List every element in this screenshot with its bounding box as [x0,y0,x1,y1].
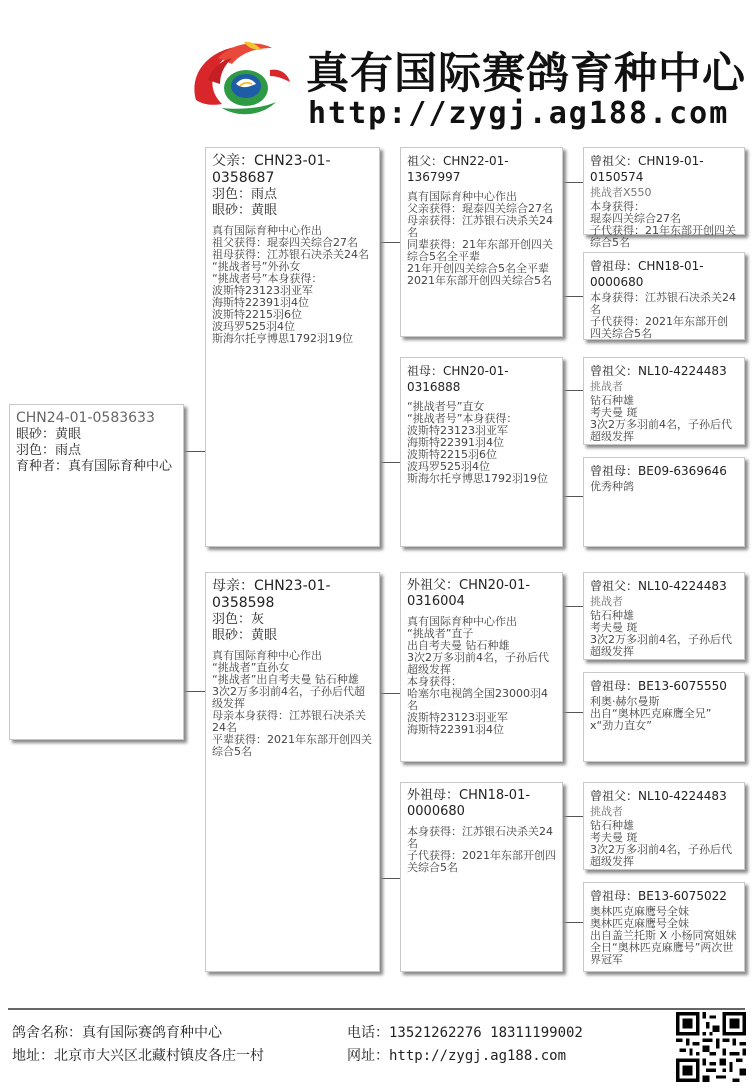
gg-notes: 钻石种雄 考夫曼 斑 3次2万多羽前4名，子孙后代超级发挥 [590,609,732,658]
father-card [205,147,380,547]
gg-notes: 钻石种雄 考夫曼 斑 3次2万多羽前4名，子孙后代超级发挥 [590,819,732,868]
gg-notes: 奥林匹克麻鹰号全妹 奥林匹克麻鹰号全妹 出自盖兰托斯 X 小杨同窝姐妹 全日“奥林匹克麻鹰号”两次世界冠军 [590,905,737,966]
gg-title: 曾祖母：BE09-6369646 [590,464,727,478]
gg-gray: 挑战者 [590,805,623,818]
gg-card-8 [583,882,745,972]
connector [563,296,583,297]
subject-ring: CHN24-01-0583633 [16,410,155,426]
gg-card-6 [583,672,745,762]
gg-gray: 挑战者X550 [590,186,652,199]
brand-logo-icon [188,40,298,118]
footer-phone: 电话：13521262276 18311199002 [347,1025,583,1041]
gg-card-3 [583,357,745,445]
connector [380,693,400,694]
footer-divider [8,1008,745,1010]
connector [380,878,400,879]
gg-title: 曾祖父：NL10-4224483 [590,789,727,803]
mother-title: 母亲：CHN23-01-0358598 [212,578,331,611]
subject-color: 羽色：雨点 [16,443,82,458]
gg-card-4 [583,457,745,547]
connector [380,462,400,463]
gg-card-7 [583,782,745,870]
brand-url: http://zygj.ag188.com [308,96,730,131]
gg-title: 曾祖父：NL10-4224483 [590,579,727,593]
gg-card-5 [583,572,745,660]
pat-grandmother-card [400,357,563,547]
footer-site: 网址：http://zygj.ag188.com [347,1048,567,1064]
subject-eye: 眼砂：黄眼 [16,427,82,442]
mat-grandfather-title: 外祖父：CHN20-01-0316004 [407,578,531,609]
connector [563,182,583,183]
connector [563,390,583,391]
pat-grandmother-title: 祖母：CHN20-01-0316888 [407,364,509,394]
mat-grandmother-notes: 本身获得：江苏银石决杀关24名 子代获得：2021年东部开创四关综合5名 [407,825,556,874]
mother-color: 羽色：灰 [212,612,265,627]
mother-notes: 真有国际育种中心作出 “挑战者”直孙女 “挑战者”出自考夫曼 钻石种雄 3次2万多羽前4名，子孙后代超级发挥 母亲本身获得：江苏银石决杀关24名 平辈获得：2021年东部开创四关综合5名 [212,649,372,758]
father-eye: 眼砂：黄眼 [212,203,278,218]
pat-grandfather-card [400,147,563,337]
mat-grandmother-title: 外祖母：CHN18-01-0000680 [407,788,531,819]
pat-grandfather-notes: 真有国际育种中心作出 父亲获得：琨泰四关综合27名 母亲获得：江苏银石决杀关24名 同辈获得：21年东部开创四关综合5名全平辈 21年开创四关综合5名全平辈 2021年东部开创四关综合5名 [407,190,553,287]
connector [563,496,583,497]
father-color: 羽色：雨点 [212,187,278,202]
father-title: 父亲：CHN23-01-0358687 [212,153,331,186]
mat-grandmother-card [400,782,563,972]
connector [563,606,583,607]
pat-grandfather-title: 祖父：CHN22-01-1367997 [407,154,509,184]
mat-grandfather-card [400,572,563,762]
footer-address: 地址：北京市大兴区北藏村镇皮各庄一村 [12,1048,264,1064]
qr-code-icon [676,1012,746,1082]
subject-breeder: 育种者：真有国际育种中心 [16,459,173,474]
father-notes: 真有国际育种中心作出 祖父获得：琨泰四关综合27名 祖母获得：江苏银石决杀关24名 “挑战者号”外孙女 “挑战者号”本身获得： 波斯特23123羽亚军 海斯特22391羽4位 波斯特2215羽6位 波玛罗525羽4位 斯海尔托亨博思1792羽19位 [212,224,369,345]
connector [563,922,583,923]
gg-notes: 优秀种鸽 [590,480,634,493]
mat-grandfather-notes: 真有国际育种中心作出 “挑战者”直子 出自考夫曼 钻石种雄 3次2万多羽前4名，子孙后代超级发挥 本身获得： 哈塞尔电视鸽全国23000羽4名 波斯特23123羽亚军 海斯特22391羽4位 [407,615,549,736]
gg-notes: 利奥·赫尔曼斯 出自“奥林匹克麻鹰全兄” x“劲力直女” [590,695,712,732]
gg-title: 曾祖母：CHN18-01-0000680 [590,259,704,289]
subject-card [9,404,184,740]
gg-notes: 本身获得： 琨泰四关综合27名 子代获得：21年东部开创四关综合5名 [590,200,736,249]
gg-card-2 [583,252,745,340]
gg-title: 曾祖母：BE13-6075022 [590,889,727,903]
connector [563,712,583,713]
gg-gray: 挑战者 [590,380,623,393]
connector [563,816,583,817]
gg-card-1 [583,147,745,249]
brand-name: 真有国际赛鸽育种中心 [306,49,746,99]
gg-notes: 本身获得：江苏银石决杀关24名 子代获得：2021年东部开创四关综合5名 [590,291,736,340]
connector [184,451,205,452]
gg-title: 曾祖母：BE13-6075550 [590,679,727,693]
connector [184,691,205,692]
mother-card [205,572,380,972]
gg-title: 曾祖父：CHN19-01-0150574 [590,154,704,184]
gg-title: 曾祖父：NL10-4224483 [590,364,727,378]
gg-gray: 挑战者 [590,595,623,608]
connector [380,242,400,243]
mother-eye: 眼砂：黄眼 [212,628,278,643]
gg-notes: 钻石种雄 考夫曼 斑 3次2万多羽前4名，子孙后代超级发挥 [590,394,732,443]
footer-loft: 鸽舍名称：真有国际赛鸽育种中心 [12,1025,222,1041]
pat-grandmother-notes: “挑战者号”直女 “挑战者号”本身获得： 波斯特23123羽亚军 海斯特22391羽4位 波斯特2215羽6位 波玛罗525羽4位 斯海尔托亨博思1792羽19位 [407,400,548,485]
